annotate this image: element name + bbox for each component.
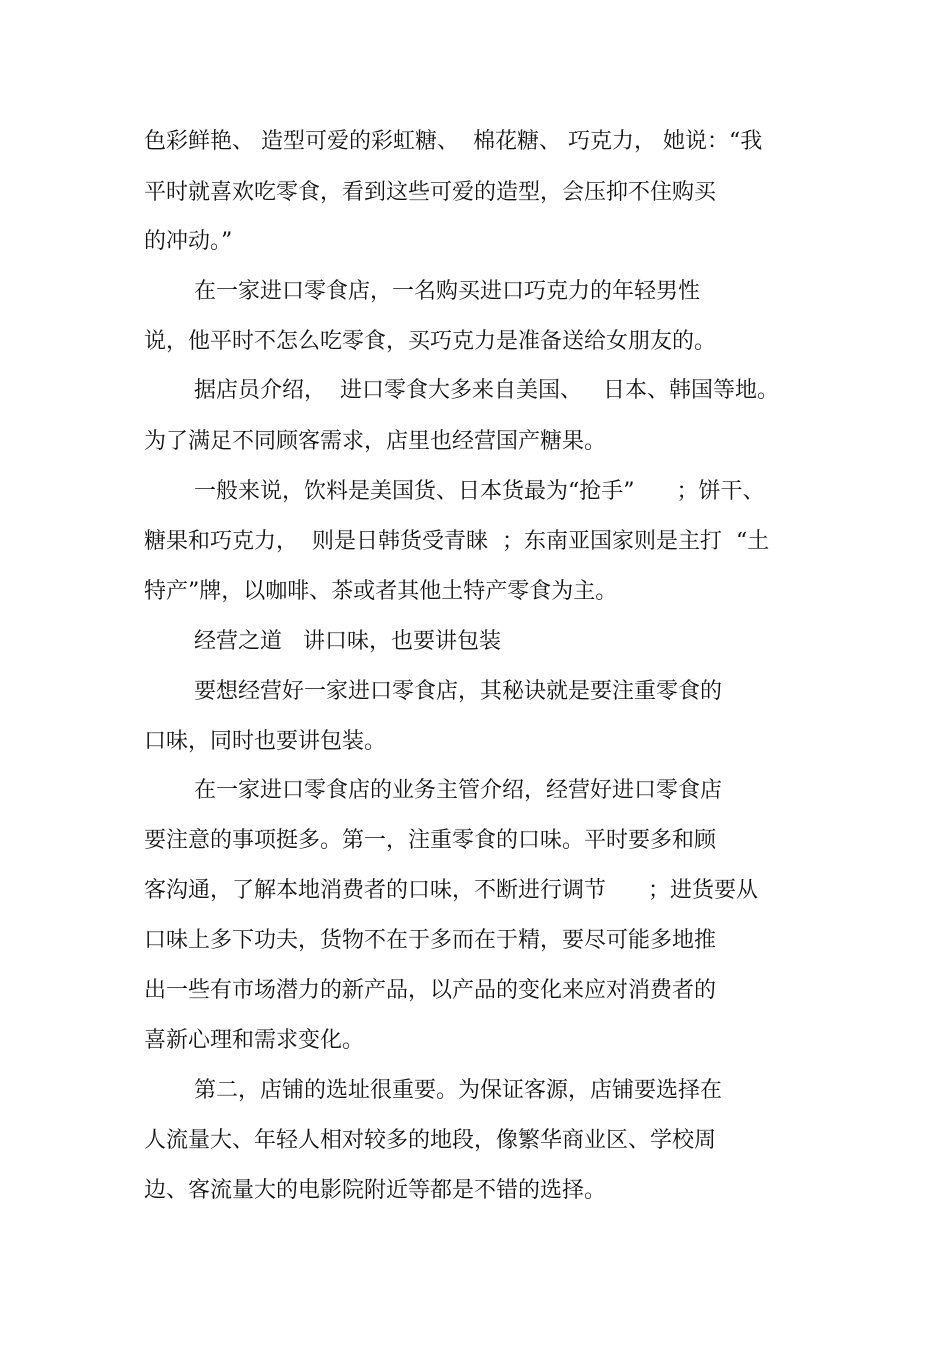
text-line: 的冲动。” (144, 229, 233, 254)
paragraph-first-line: 要想经营好一家进口零食店，其秘诀就是要注重零食的 (194, 679, 723, 704)
text-line: 喜新心理和需求变化。 (144, 1028, 365, 1053)
text-line: 人流量大、年轻人相对较多的地段，像繁华商业区、学校周 (144, 1128, 717, 1153)
text-line: 边、客流量大的电影院附近等都是不错的选择。 (144, 1178, 607, 1203)
text-line: 客沟通，了解本地消费者的口味，不断进行调节 ；进货要从 (144, 878, 758, 903)
text-line: 说，他平时不怎么吃零食，买巧克力是准备送给女朋友的。 (144, 329, 717, 354)
paragraph-first-line: 在一家进口零食店，一名购买进口巧克力的年轻男性 (194, 279, 701, 304)
text-line: 糖果和巧克力， 则是日韩货受青睐 ；东南亚国家则是主打 “土 (144, 529, 770, 554)
paragraph-first-line: 在一家进口零食店的业务主管介绍，经营好进口零食店 (194, 778, 723, 803)
text-line: 口味，同时也要讲包装。 (144, 729, 387, 754)
text-line: 要注意的事项挺多。第一，注重零食的口味。平时要多和顾 (144, 828, 717, 853)
text-line: 特产”牌，以咖啡、茶或者其他土特产零食为主。 (144, 579, 618, 604)
paragraph-first-line: 第二，店铺的选址很重要。为保证客源，店铺要选择在 (194, 1078, 723, 1103)
text-line: 口味上多下功夫，货物不在于多而在于精，要尽可能多地推 (144, 928, 717, 953)
text-line: 平时就喜欢吃零食，看到这些可爱的造型，会压抑不住购买 (144, 180, 717, 205)
text-line: 出一些有市场潜力的新产品，以产品的变化来应对消费者的 (144, 978, 717, 1003)
paragraph-first-line: 据店员介绍， 进口零食大多来自美国、 日本、韩国等地。 (194, 378, 779, 403)
paragraph-first-line: 一般来说，饮料是美国货、日本货最为“抢手” ；饼干、 (194, 479, 765, 504)
text-line: 色彩鲜艳、 造型可爱的彩虹糖、 棉花糖、 巧克力， 她说：“我 (144, 129, 763, 154)
section-heading: 经营之道 讲口味，也要讲包装 (194, 629, 501, 654)
text-line: 为了满足不同顾客需求，店里也经营国产糖果。 (144, 429, 607, 454)
